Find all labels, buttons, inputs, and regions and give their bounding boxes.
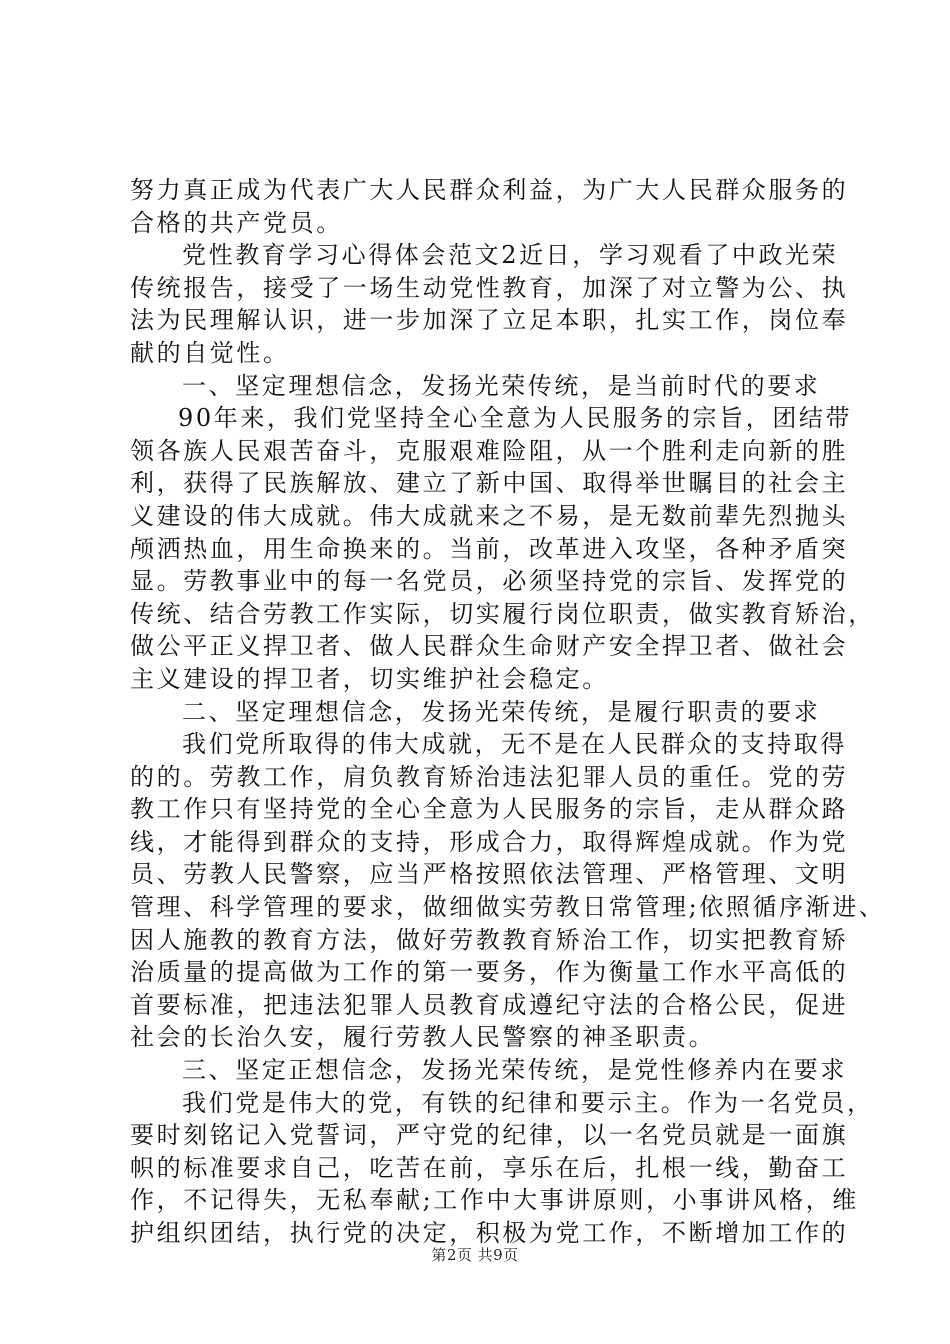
text-line: 合格的共产党员。 <box>130 208 343 237</box>
document-body <box>130 174 886 1250</box>
text-line: 员、劳教人民警察，应当严格按照依法管理、严格管理、文明 <box>130 860 849 889</box>
text-line: 作，不记得失，无私奉献;工作中大事讲原则，小事讲风格，维 <box>130 1186 859 1215</box>
text-line: 利，获得了民族解放、建立了新中国、取得举世瞩目的社会主 <box>130 469 849 498</box>
text-line: 主义建设的捍卫者，切实维护社会稳定。 <box>130 664 609 693</box>
text-line: 帜的标准要求自己，吃苦在前，享乐在后，扎根一线，勤奋工 <box>130 1153 849 1182</box>
text-line: 首要标准，把违法犯罪人员教育成遵纪守法的合格公民，促进 <box>130 990 849 1019</box>
text-line: 努力真正成为代表广大人民群众利益，为广大人民群众服务的 <box>130 176 849 204</box>
text-line: 传统、结合劳教工作实际，切实履行岗位职责，做实教育矫治， <box>130 599 875 628</box>
text-line: 做公平正义捍卫者、做人民群众生命财产安全捍卫者、做社会 <box>130 632 849 661</box>
section-heading: 二、坚定理想信念，发扬光荣传统，是履行职责的要求 <box>182 697 821 726</box>
text-line: 法为民理解认识，进一步加深了立足本职，扎实工作，岗位奉 <box>130 306 849 335</box>
text-line: 我们党是伟大的党，有铁的纪律和要示主。作为一名党员， <box>182 1088 874 1117</box>
section-heading: 一、坚定理想信念，发扬光荣传统，是当前时代的要求 <box>182 371 821 400</box>
text-line: 要时刻铭记入党誓词，严守党的纪律，以一名党员就是一面旗 <box>130 1121 849 1150</box>
text-line: 治质量的提高做为工作的第一要务，作为衡量工作水平高低的 <box>130 958 849 987</box>
text-line: 党性教育学习心得体会范文2近日，学习观看了中政光荣 <box>182 241 839 270</box>
page-number-footer: 第2页 共9页 <box>431 1246 519 1264</box>
section-heading: 三、坚定正想信念，发扬光荣传统，是党性修养内在要求 <box>182 1056 847 1085</box>
text-line: 因人施教的教育方法，做好劳教教育矫治工作，切实把教育矫 <box>130 925 849 954</box>
text-line: 教工作只有坚持党的全心全意为人民服务的宗旨，走从群众路 <box>130 795 849 824</box>
text-line: 义建设的伟大成就。伟大成就来之不易，是无数前辈先烈抛头 <box>130 501 849 530</box>
text-line: 的的。劳教工作，肩负教育矫治违法犯罪人员的重任。党的劳 <box>130 762 849 791</box>
text-line: 我们党所取得的伟大成就，无不是在人民群众的支持取得 <box>182 730 847 759</box>
text-line: 90年来，我们党坚持全心全意为人民服务的宗旨，团结带 <box>178 404 853 433</box>
text-line: 颅洒热血，用生命换来的。当前，改革进入攻坚，各种矛盾突 <box>130 534 849 563</box>
text-line: 社会的长治久安，履行劳教人民警察的神圣职责。 <box>130 1023 716 1052</box>
text-line: 传统报告，接受了一场生动党性教育，加深了对立警为公、执 <box>130 273 849 302</box>
text-line: 护组织团结，执行党的决定，积极为党工作，不断增加工作的 <box>130 1219 849 1247</box>
text-line: 领各族人民艰苦奋斗，克服艰难险阻，从一个胜利走向新的胜 <box>130 436 849 465</box>
text-line: 管理、科学管理的要求，做细做实劳教日常管理;依照循序渐进、 <box>130 893 886 922</box>
text-line: 线，才能得到群众的支持，形成合力，取得辉煌成就。作为党 <box>130 827 849 856</box>
text-line: 献的自觉性。 <box>130 338 290 367</box>
text-line: 显。劳教事业中的每一名党员，必须坚持党的宗旨、发挥党的 <box>130 567 849 596</box>
